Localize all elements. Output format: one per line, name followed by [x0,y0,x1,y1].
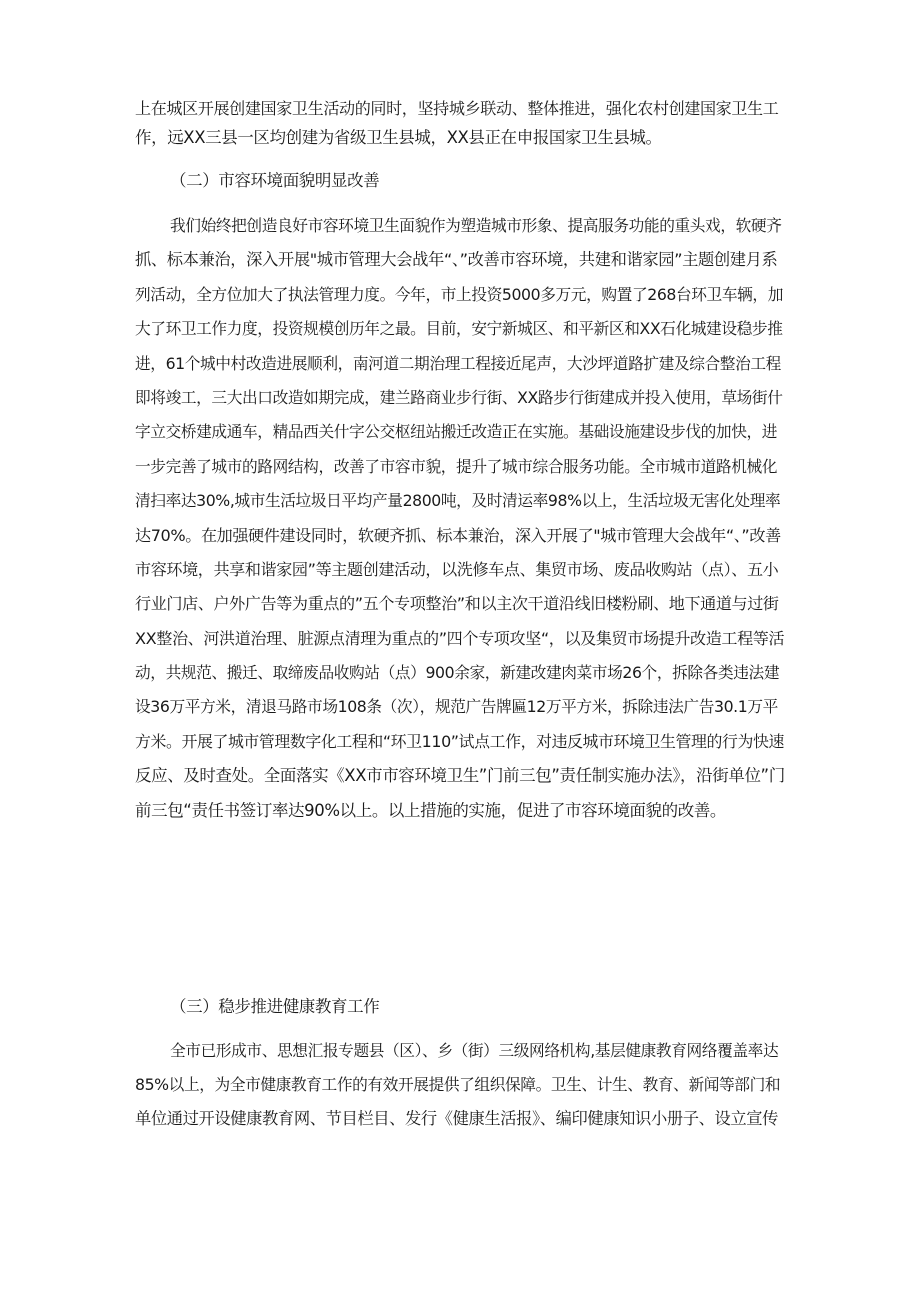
text-line: 方米。开展了城市管理数字化工程和“环卫110”试点工作，对违反城市环境卫生管理的行为快速 [135,731,784,751]
text-line: 一步完善了城市的路网结构，改善了市容市貌，提升了城市综合服务功能。全市城市道路机械化 [135,456,778,476]
text-line: 动，共规范、搬迁、取缔废品收购站（点）900余家，新建改建肉菜市场26个，拆除各类违法建 [135,663,780,683]
text-line: 全市已形成市、思想汇报专题县（区）、乡（街）三级网络机构,基层健康教育网络覆盖率达 [170,1041,779,1060]
text-line: 前三包“责任书签订率达90%以上。以上措施的实施，促进了市容环境面貌的改善。 [135,800,727,820]
section-heading-2: （二）市容环境面貌明显改善 [170,171,380,190]
text-line: 单位通过开设健康教育网、节目栏目、发行《健康生活报》、编印健康知识小册子、设立宣传 [135,1109,778,1129]
text-line: 上在城区开展创建国家卫生活动的同时，坚持城乡联动、整体推进，强化农村创建国家卫生工 [135,99,779,118]
text-line: 达70%。在加强硬件建设同时，软硬齐抓、标本兼治，深入开展了"城市管理大会战年“、”改善 [135,525,781,545]
text-line: 清扫率达30%,城市生活垃圾日平均产量2800吨，及时清运率98%以上，生活垃圾无害化处理率 [135,491,781,511]
text-line: 行业门店、户外广告等为重点的”五个专项整治”和以主次干道沿线旧楼粉刷、地下通道与过街 [135,594,779,614]
text-line: 市容环境，共享和谐家园”等主题创建活动，以洗修车点、集贸市场、废品收购站（点）、五小 [135,559,779,579]
paragraph-city-environment [135,209,785,828]
text-line: 作，远XX三县一区均创建为省级卫生县城，XX县正在申报国家卫生县城。 [135,128,662,147]
text-line: 抓、标本兼治，深入开展"城市管理大会战年“、”改善市容环境，共建和谐家园”主题创建月系 [135,250,778,270]
text-line: 大了环卫工作力度，投资规模创历年之最。目前，安宁新城区、和平新区和XX石化城建设稳步推 [135,319,783,339]
section-heading-3: （三）稳步推进健康教育工作 [170,997,380,1016]
text-line: 列活动，全方位加大了执法管理力度。今年，市上投资5000多万元，购置了268台环卫车辆，加 [135,284,783,304]
text-line: 85%以上，为全市健康教育工作的有效开展提供了组织保障。卫生、计生、教育、新闻等部门和 [135,1075,781,1095]
text-line: 进，61个城中村改造进展顺利，南河道二期治理工程接近尾声，大沙坪道路扩建及综合整治工程 [135,353,781,373]
text-line: 字立交桥建成通车，精品西关什字公交枢纽站搬迁改造正在实施。基础设施建设步伐的加快，进 [135,422,778,442]
text-line: XX整治、河洪道治理、脏源点清理为重点的”四个专项攻坚“，以及集贸市场提升改造工程等活 [135,628,785,648]
text-line: 反应、及时查处。全面落实《XX市市容环境卫生”门前三包”责任制实施办法》，沿街单位”门 [135,766,785,786]
paragraph-health-education [135,1034,785,1137]
text-line: 设36万平方米，清退马路市场108条（次），规范广告牌匾12万平方米，拆除违法广告30.1万平 [135,697,778,717]
text-line: 即将竣工，三大出口改造如期完成，建兰路商业步行街、XX路步行街建成并投入使用，草场街什 [135,387,783,407]
text-line: 我们始终把创造良好市容环境卫生面貌作为塑造城市形象、提高服务功能的重头戏，软硬齐 [170,216,782,235]
paragraph-continuation [135,94,785,152]
